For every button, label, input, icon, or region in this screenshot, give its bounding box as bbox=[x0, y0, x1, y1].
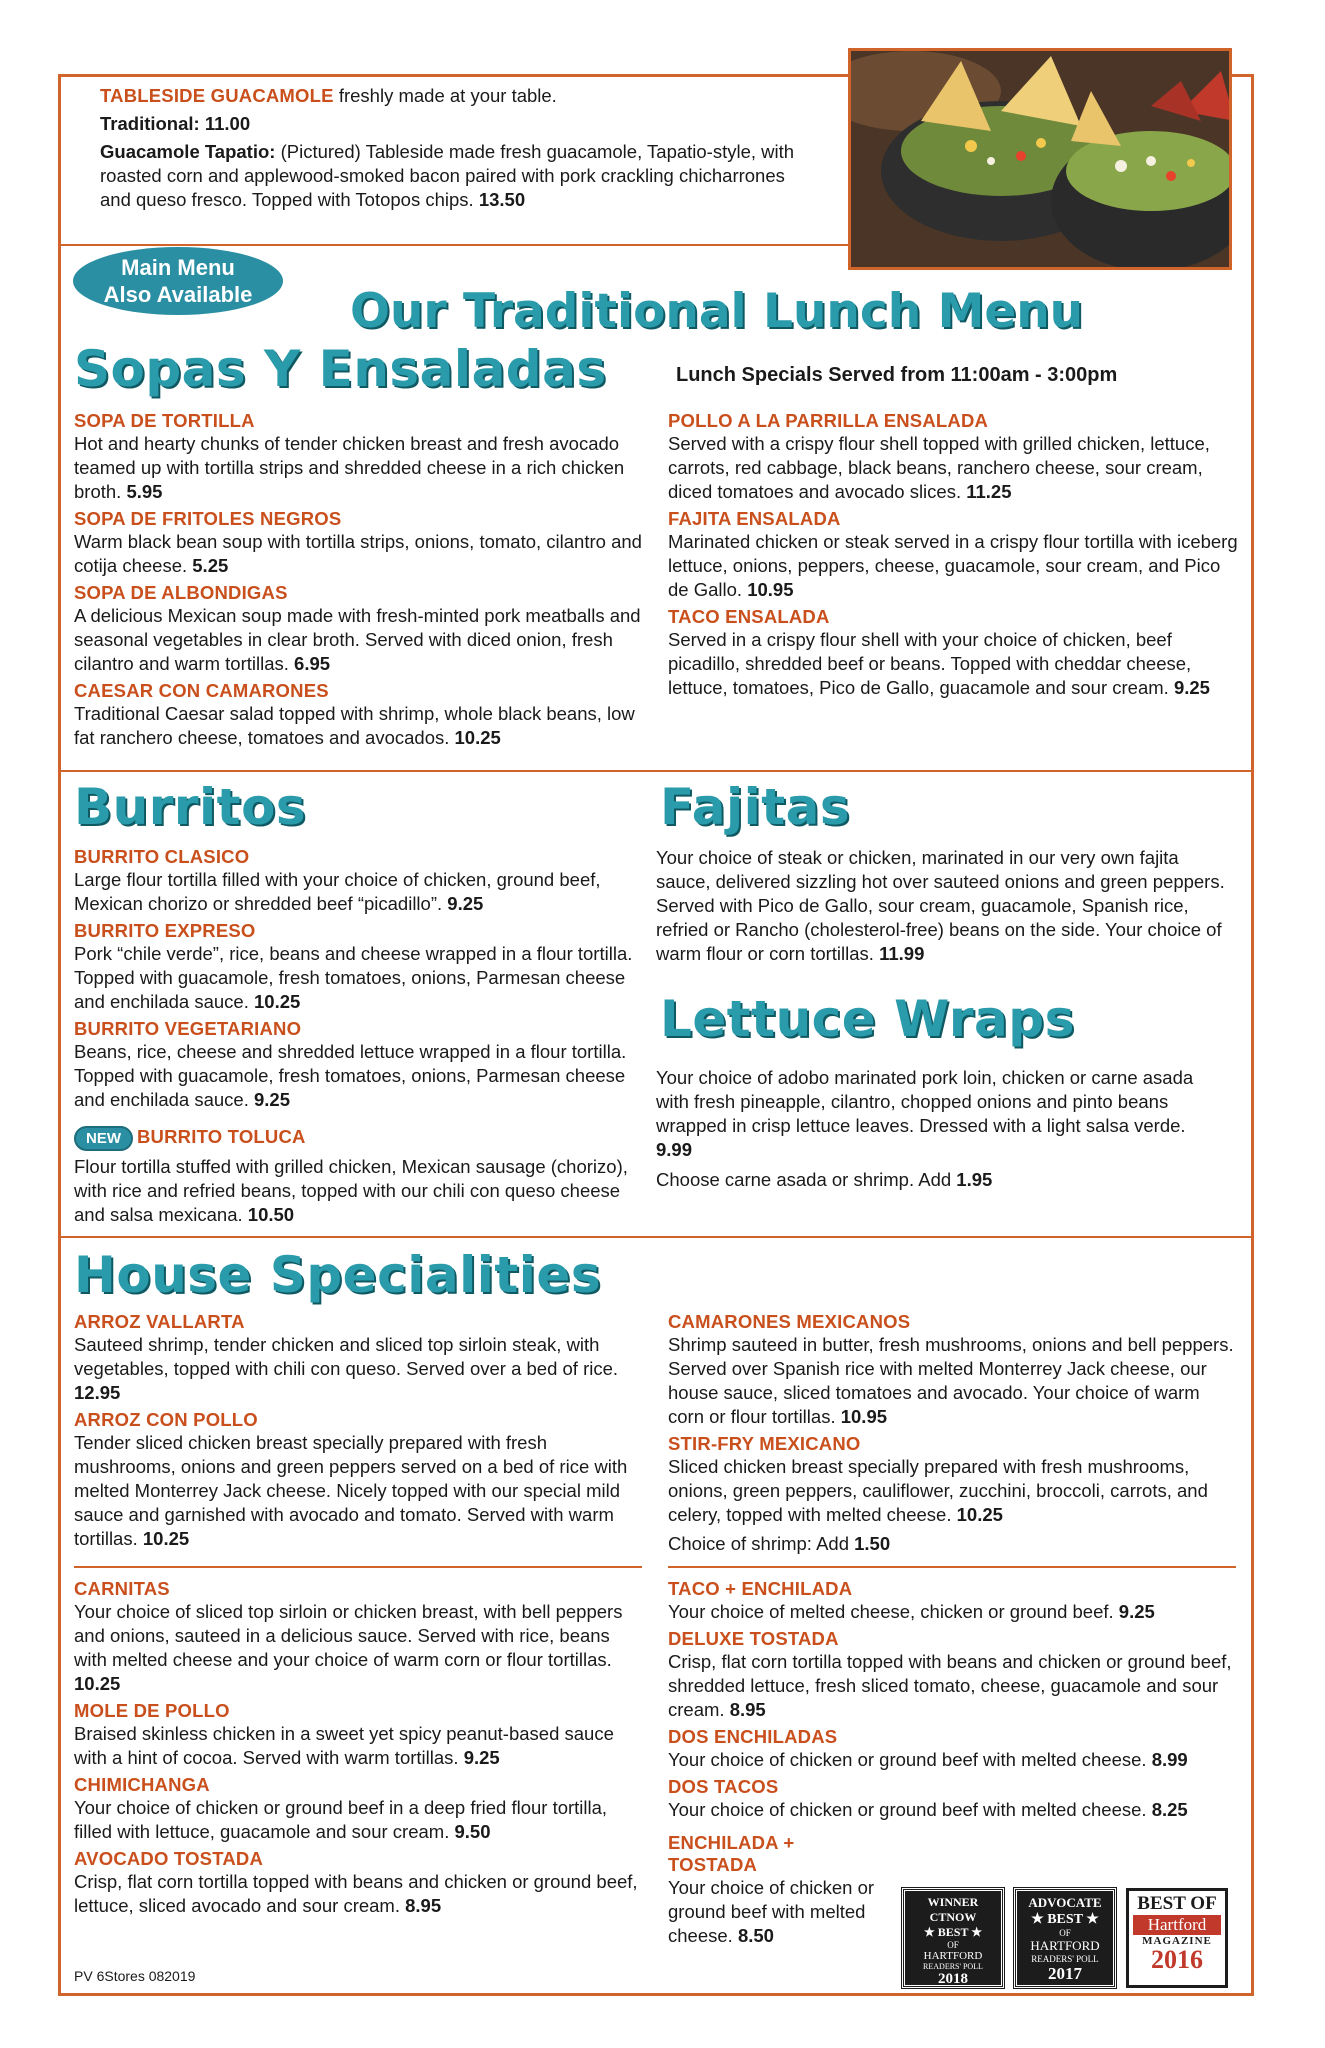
award-text: HARTFORD bbox=[1030, 1938, 1100, 1953]
menu-item bbox=[74, 1700, 644, 1770]
lettuce-price: 9.99 bbox=[656, 1139, 693, 1160]
menu-item bbox=[74, 680, 644, 750]
item-description: Beans, rice, cheese and shredded lettuce wrapped in a flour tortilla. Topped with guacamole, fresh tomatoes, onions, Parmesan cheese and enchilada sauce. bbox=[74, 1041, 627, 1110]
section-title-sopas: Sopas Y Ensaladas bbox=[74, 340, 607, 398]
award-text: READERS' POLL bbox=[1031, 1954, 1099, 1964]
toluca-header bbox=[74, 1126, 644, 1151]
item-description: Tender sliced chicken breast specially prepared with fresh mushrooms, onions and green peppers served on a bed of rice with melted Monterrey Jack cheese. Nicely topped with our special mild sauce and garnished with avocado and tomato. Served with warm tortillas. bbox=[74, 1432, 628, 1549]
item-desc bbox=[74, 1722, 644, 1770]
lettuce-addon bbox=[656, 1168, 1216, 1192]
guacamole-header bbox=[100, 84, 820, 108]
item-description: Traditional Caesar salad topped with shrimp, whole black beans, low fat ranchero cheese, tomatoes and avocados. bbox=[74, 703, 635, 748]
section-title-house: House Specialities bbox=[74, 1246, 602, 1304]
item-name: BURRITO CLASICO bbox=[74, 846, 250, 867]
item-name: CAMARONES MEXICANOS bbox=[668, 1311, 911, 1332]
item-desc bbox=[74, 1600, 644, 1696]
item-price: 6.95 bbox=[294, 653, 331, 674]
menu-item bbox=[74, 1126, 644, 1227]
house-left-2 bbox=[74, 1578, 644, 1922]
divider bbox=[61, 244, 848, 246]
item-desc bbox=[668, 1455, 1238, 1527]
item-desc bbox=[668, 1876, 883, 1948]
item-name: BURRITO EXPRESO bbox=[74, 920, 256, 941]
item-desc bbox=[74, 530, 644, 578]
item-name: ARROZ VALLARTA bbox=[74, 1311, 245, 1332]
lunch-menu-title: Our Traditional Lunch Menu bbox=[350, 284, 1084, 339]
guacamole-subtitle: freshly made at your table. bbox=[333, 85, 557, 106]
item-description: Your choice of chicken or ground beef with melted cheese. bbox=[668, 1749, 1152, 1770]
item-name: TACO ENSALADA bbox=[668, 606, 830, 627]
award-hartford-magazine-2016 bbox=[1126, 1888, 1228, 1988]
item-desc bbox=[668, 432, 1238, 504]
lettuce-desc bbox=[656, 1066, 1216, 1162]
item-price: 8.99 bbox=[1151, 1749, 1188, 1770]
item-description: Pork “chile verde”, rice, beans and cheese wrapped in a flour tortilla. Topped with guacamole, fresh tomatoes, onions, Parmesan cheese and enchilada sauce. bbox=[74, 943, 633, 1012]
item-description: Warm black bean soup with tortilla strips, onions, tomato, cilantro and cotija cheese. bbox=[74, 531, 642, 576]
item-name: MOLE DE POLLO bbox=[74, 1700, 230, 1721]
lettuce-wraps-block bbox=[656, 1066, 1216, 1192]
award-text: ★ BEST ★ bbox=[924, 1925, 982, 1939]
item-description: Your choice of melted cheese, chicken or ground beef. bbox=[668, 1601, 1119, 1622]
footer-code: PV 6Stores 082019 bbox=[74, 1968, 196, 1984]
fajitas-price: 11.99 bbox=[879, 943, 925, 964]
item-description: Sliced chicken breast specially prepared with fresh mushrooms, onions, green peppers, cauliflower, zucchini, broccoli, carrots, and celery, topped with melted cheese. bbox=[668, 1456, 1208, 1525]
lettuce-addon-price: 1.95 bbox=[956, 1169, 993, 1190]
guacamole-photo bbox=[848, 48, 1232, 270]
stirfry-addon bbox=[668, 1532, 1238, 1556]
divider bbox=[61, 1236, 1251, 1238]
item-name: AVOCADO TOSTADA bbox=[74, 1848, 264, 1869]
item-price: 12.95 bbox=[74, 1382, 121, 1403]
tapatio-desc: (Pictured) Tableside made fresh guacamole, Tapatio-style, with roasted corn and applewood-smoked bacon paired with pork crackling chicharrones and queso fresco. Topped with Totopos chips. bbox=[100, 141, 795, 210]
item-description: Crisp, flat corn tortilla topped with beans and chicken or ground beef, shredded lettuce, fresh sliced tomato, cheese, guacamole and sour cream. bbox=[668, 1651, 1232, 1720]
divider bbox=[61, 770, 1251, 772]
item-name: DOS ENCHILADAS bbox=[668, 1726, 838, 1747]
menu-item bbox=[668, 508, 1238, 602]
item-description: Sauteed shrimp, tender chicken and sliced top sirloin steak, with vegetables, topped with chili con queso. Served over a bed of rice. bbox=[74, 1334, 619, 1379]
award-text: 2017 bbox=[1048, 1964, 1082, 1983]
guacamole-block bbox=[100, 84, 820, 212]
stirfry-addon-text bbox=[668, 1532, 1238, 1556]
item-price: 9.25 bbox=[254, 1089, 291, 1110]
item-desc bbox=[668, 1798, 1238, 1822]
house-right-1 bbox=[668, 1311, 1238, 1531]
menu-item bbox=[668, 410, 1238, 504]
item-name: FAJITA ENSALADA bbox=[668, 508, 841, 529]
item-price: 5.25 bbox=[192, 555, 229, 576]
item-name: ARROZ CON POLLO bbox=[74, 1409, 258, 1430]
item-description: Your choice of chicken or ground beef with melted cheese. bbox=[668, 1877, 875, 1946]
item-description: Your choice of chicken or ground beef in a deep fried flour tortilla, filled with lettuce, guacamole and sour cream. bbox=[74, 1797, 608, 1842]
divider bbox=[668, 1566, 1236, 1568]
item-desc bbox=[668, 1650, 1238, 1722]
menu-item bbox=[74, 846, 644, 916]
menu-item bbox=[74, 410, 644, 504]
item-description: A delicious Mexican soup made with fresh-minted pork meatballs and seasonal vegetables in clear broth. Served with diced onion, fresh cilantro and warm tortillas. bbox=[74, 605, 641, 674]
menu-item bbox=[74, 1578, 644, 1696]
item-price: 10.25 bbox=[454, 727, 501, 748]
item-price: 8.95 bbox=[729, 1699, 766, 1720]
menu-item bbox=[668, 1776, 1238, 1822]
menu-item bbox=[74, 1311, 644, 1405]
item-price: 10.95 bbox=[747, 579, 794, 600]
menu-item bbox=[74, 582, 644, 676]
item-desc bbox=[668, 628, 1238, 700]
item-price: 10.95 bbox=[840, 1406, 888, 1427]
item-description: Served in a crispy flour shell with your choice of chicken, beef picadillo, shredded beef or beans. Topped with cheddar cheese, lettuce, tomatoes, Pico de Gallo, guacamole and sour cream. bbox=[668, 629, 1192, 698]
item-price: 10.25 bbox=[142, 1528, 190, 1549]
menu-item bbox=[74, 1018, 644, 1112]
item-price: 9.25 bbox=[447, 893, 484, 914]
item-name: ENCHILADA + TOSTADA bbox=[668, 1832, 795, 1875]
section-title-burritos: Burritos bbox=[74, 778, 307, 836]
item-desc bbox=[74, 942, 644, 1014]
burritos-column bbox=[74, 846, 644, 1116]
item-name: CARNITAS bbox=[74, 1578, 170, 1599]
award-text: OF bbox=[1059, 1928, 1071, 1938]
item-price: 9.25 bbox=[1118, 1601, 1155, 1622]
item-price: 9.50 bbox=[454, 1821, 491, 1842]
badge-line1: Main Menu bbox=[121, 255, 235, 280]
item-name: SOPA DE ALBONDIGAS bbox=[74, 582, 288, 603]
stirfry-addon-price: 1.50 bbox=[854, 1533, 891, 1554]
menu-item bbox=[668, 1726, 1238, 1772]
item-name: BURRITO TOLUCA bbox=[137, 1126, 306, 1147]
menu-item bbox=[74, 1409, 644, 1551]
item-desc bbox=[668, 1600, 1238, 1624]
menu-item bbox=[668, 1433, 1238, 1527]
item-description: Your choice of sliced top sirloin or chicken breast, with bell peppers and onions, sauteed in a delicious sauce. Served with rice, beans with melted cheese and your choice of warm corn or flour tortillas. bbox=[74, 1601, 623, 1670]
item-name: DOS TACOS bbox=[668, 1776, 779, 1797]
item-name: STIR-FRY MEXICANO bbox=[668, 1433, 861, 1454]
sopas-left-column bbox=[74, 410, 644, 754]
fajitas-desc bbox=[656, 846, 1226, 966]
house-left-1 bbox=[74, 1311, 644, 1555]
lettuce-description: Your choice of adobo marinated pork loin, chicken or carne asada with fresh pineapple, cilantro, chopped onions and pinto beans wrapped in crisp lettuce leaves. Dressed with a light salsa verde. bbox=[656, 1067, 1194, 1136]
item-name: BURRITO VEGETARIANO bbox=[74, 1018, 302, 1039]
section-title-lettuce-wraps: Lettuce Wraps bbox=[660, 990, 1075, 1048]
item-price: 10.25 bbox=[254, 991, 301, 1012]
fajitas-block bbox=[656, 846, 1226, 966]
item-desc bbox=[74, 1796, 644, 1844]
guacamole-tapatio bbox=[100, 140, 820, 212]
menu-item bbox=[668, 1628, 1238, 1722]
item-desc bbox=[668, 1748, 1238, 1772]
award-text: MAGAZINE bbox=[1142, 1935, 1212, 1947]
menu-item bbox=[668, 1578, 1238, 1624]
item-price: 8.25 bbox=[1151, 1799, 1188, 1820]
main-menu-badge[interactable] bbox=[73, 247, 283, 315]
section-title-fajitas: Fajitas bbox=[660, 778, 851, 836]
menu-item bbox=[74, 508, 644, 578]
item-price: 11.25 bbox=[966, 481, 1012, 502]
award-text: Hartford bbox=[1133, 1915, 1221, 1935]
house-right-2 bbox=[668, 1578, 1238, 1826]
item-description: Braised skinless chicken in a sweet yet spicy peanut-based sauce with a hint of cocoa. Served with warm tortillas. bbox=[74, 1723, 614, 1768]
item-price: 5.95 bbox=[126, 481, 163, 502]
item-desc bbox=[74, 432, 644, 504]
award-text: HARTFORD bbox=[923, 1950, 983, 1962]
award-text: 2018 bbox=[938, 1971, 968, 1987]
item-price: 10.25 bbox=[956, 1504, 1003, 1525]
menu-item bbox=[668, 1311, 1238, 1429]
burrito-toluca bbox=[74, 1126, 644, 1231]
item-name: CHIMICHANGA bbox=[74, 1774, 210, 1795]
award-text: READERS' POLL bbox=[923, 1962, 983, 1971]
lettuce-addon-text: Choose carne asada or shrimp. Add bbox=[656, 1169, 957, 1190]
item-name: POLLO A LA PARRILLA ENSALADA bbox=[668, 410, 989, 431]
item-description: Flour tortilla stuffed with grilled chicken, Mexican sausage (chorizo), with rice and refried beans, topped with our chili con queso cheese and salsa mexicana. bbox=[74, 1156, 628, 1226]
item-desc bbox=[74, 604, 644, 676]
item-name: DELUXE TOSTADA bbox=[668, 1628, 839, 1649]
new-badge: NEW bbox=[74, 1126, 133, 1151]
item-desc bbox=[74, 868, 644, 916]
menu-item bbox=[74, 1848, 644, 1918]
menu-item bbox=[74, 920, 644, 1014]
item-desc bbox=[74, 1870, 644, 1918]
fajitas-description: Your choice of steak or chicken, marinated in our very own fajita sauce, delivered sizzling hot over sauteed onions and green peppers. Served with Pico de Gallo, sour cream, guacamole, Spanish rice, refried or Rancho (cholesterol-free) beans on the side. Your choice of warm flour or corn tortillas. bbox=[656, 847, 1225, 964]
item-price: 8.95 bbox=[405, 1895, 442, 1916]
item-description: Marinated chicken or steak served in a crispy flour tortilla with iceberg lettuce, onions, peppers, cheese, guacamole, sour cream, and Pico de Gallo. bbox=[668, 531, 1238, 600]
menu-item bbox=[74, 1774, 644, 1844]
menu-item bbox=[668, 606, 1238, 700]
award-advocate-2017 bbox=[1014, 1888, 1116, 1988]
tapatio-name: Guacamole Tapatio: bbox=[100, 141, 276, 162]
guacamole-traditional: Traditional: 11.00 bbox=[100, 113, 251, 134]
enchilada-tostada bbox=[668, 1832, 883, 1948]
item-price: 9.25 bbox=[463, 1747, 500, 1768]
item-desc bbox=[74, 1155, 644, 1227]
item-price: 10.50 bbox=[247, 1204, 295, 1226]
item-desc bbox=[74, 1333, 644, 1405]
item-desc bbox=[668, 1333, 1238, 1429]
award-text: CTNOW bbox=[929, 1910, 977, 1924]
award-text: OF bbox=[947, 1940, 959, 1950]
award-text: WINNER bbox=[927, 1895, 979, 1909]
item-name: TACO + ENCHILADA bbox=[668, 1578, 853, 1599]
item-name: CAESAR CON CAMARONES bbox=[74, 680, 329, 701]
award-ctnow-2018 bbox=[902, 1888, 1004, 1988]
item-description: Large flour tortilla filled with your choice of chicken, ground beef, Mexican chorizo or shredded beef “picadillo”. bbox=[74, 869, 601, 914]
item-desc bbox=[668, 530, 1238, 602]
item-description: Your choice of chicken or ground beef with melted cheese. bbox=[668, 1799, 1152, 1820]
award-text: ADVOCATE bbox=[1028, 1895, 1102, 1910]
award-text: BEST OF bbox=[1137, 1893, 1217, 1914]
item-description: Hot and hearty chunks of tender chicken breast and fresh avocado teamed up with tortilla strips and shredded cheese in a rich chicken broth. bbox=[74, 433, 625, 502]
item-price: 9.25 bbox=[1173, 677, 1210, 698]
item-description: Served with a crispy flour shell topped with grilled chicken, lettuce, carrots, red cabbage, black beans, ranchero cheese, sour cream, diced tomatoes and avocado slices. bbox=[668, 433, 1210, 502]
item-desc bbox=[74, 1040, 644, 1112]
item-price: 8.50 bbox=[737, 1925, 774, 1946]
award-text: ★ BEST ★ bbox=[1031, 1912, 1099, 1927]
item-description: Crisp, flat corn tortilla topped with beans and chicken or ground beef, lettuce, sliced avocado and sour cream. bbox=[74, 1871, 638, 1916]
item-name: SOPA DE TORTILLA bbox=[74, 410, 255, 431]
item-desc bbox=[74, 702, 644, 750]
sopas-right-column bbox=[668, 410, 1238, 704]
item-desc bbox=[74, 1431, 644, 1551]
item-price: 10.25 bbox=[74, 1673, 121, 1694]
stirfry-addon-label: Choice of shrimp: Add bbox=[668, 1533, 855, 1554]
badge-line2: Also Available bbox=[103, 282, 253, 307]
award-text: 2016 bbox=[1151, 1945, 1203, 1974]
item-description: Shrimp sauteed in butter, fresh mushrooms, onions and bell peppers. Served over Spanish rice with melted Monterrey Jack cheese, our house sauce, sliced tomatoes and avocado. Your choice of warm corn or flour tortillas. bbox=[668, 1334, 1234, 1427]
tapatio-price: 13.50 bbox=[478, 189, 526, 210]
divider bbox=[74, 1566, 642, 1568]
guacamole-title: TABLESIDE GUACAMOLE bbox=[100, 85, 334, 106]
item-name: SOPA DE FRITOLES NEGROS bbox=[74, 508, 342, 529]
lunch-specials-note: Lunch Specials Served from 11:00am - 3:00pm bbox=[676, 364, 1118, 386]
